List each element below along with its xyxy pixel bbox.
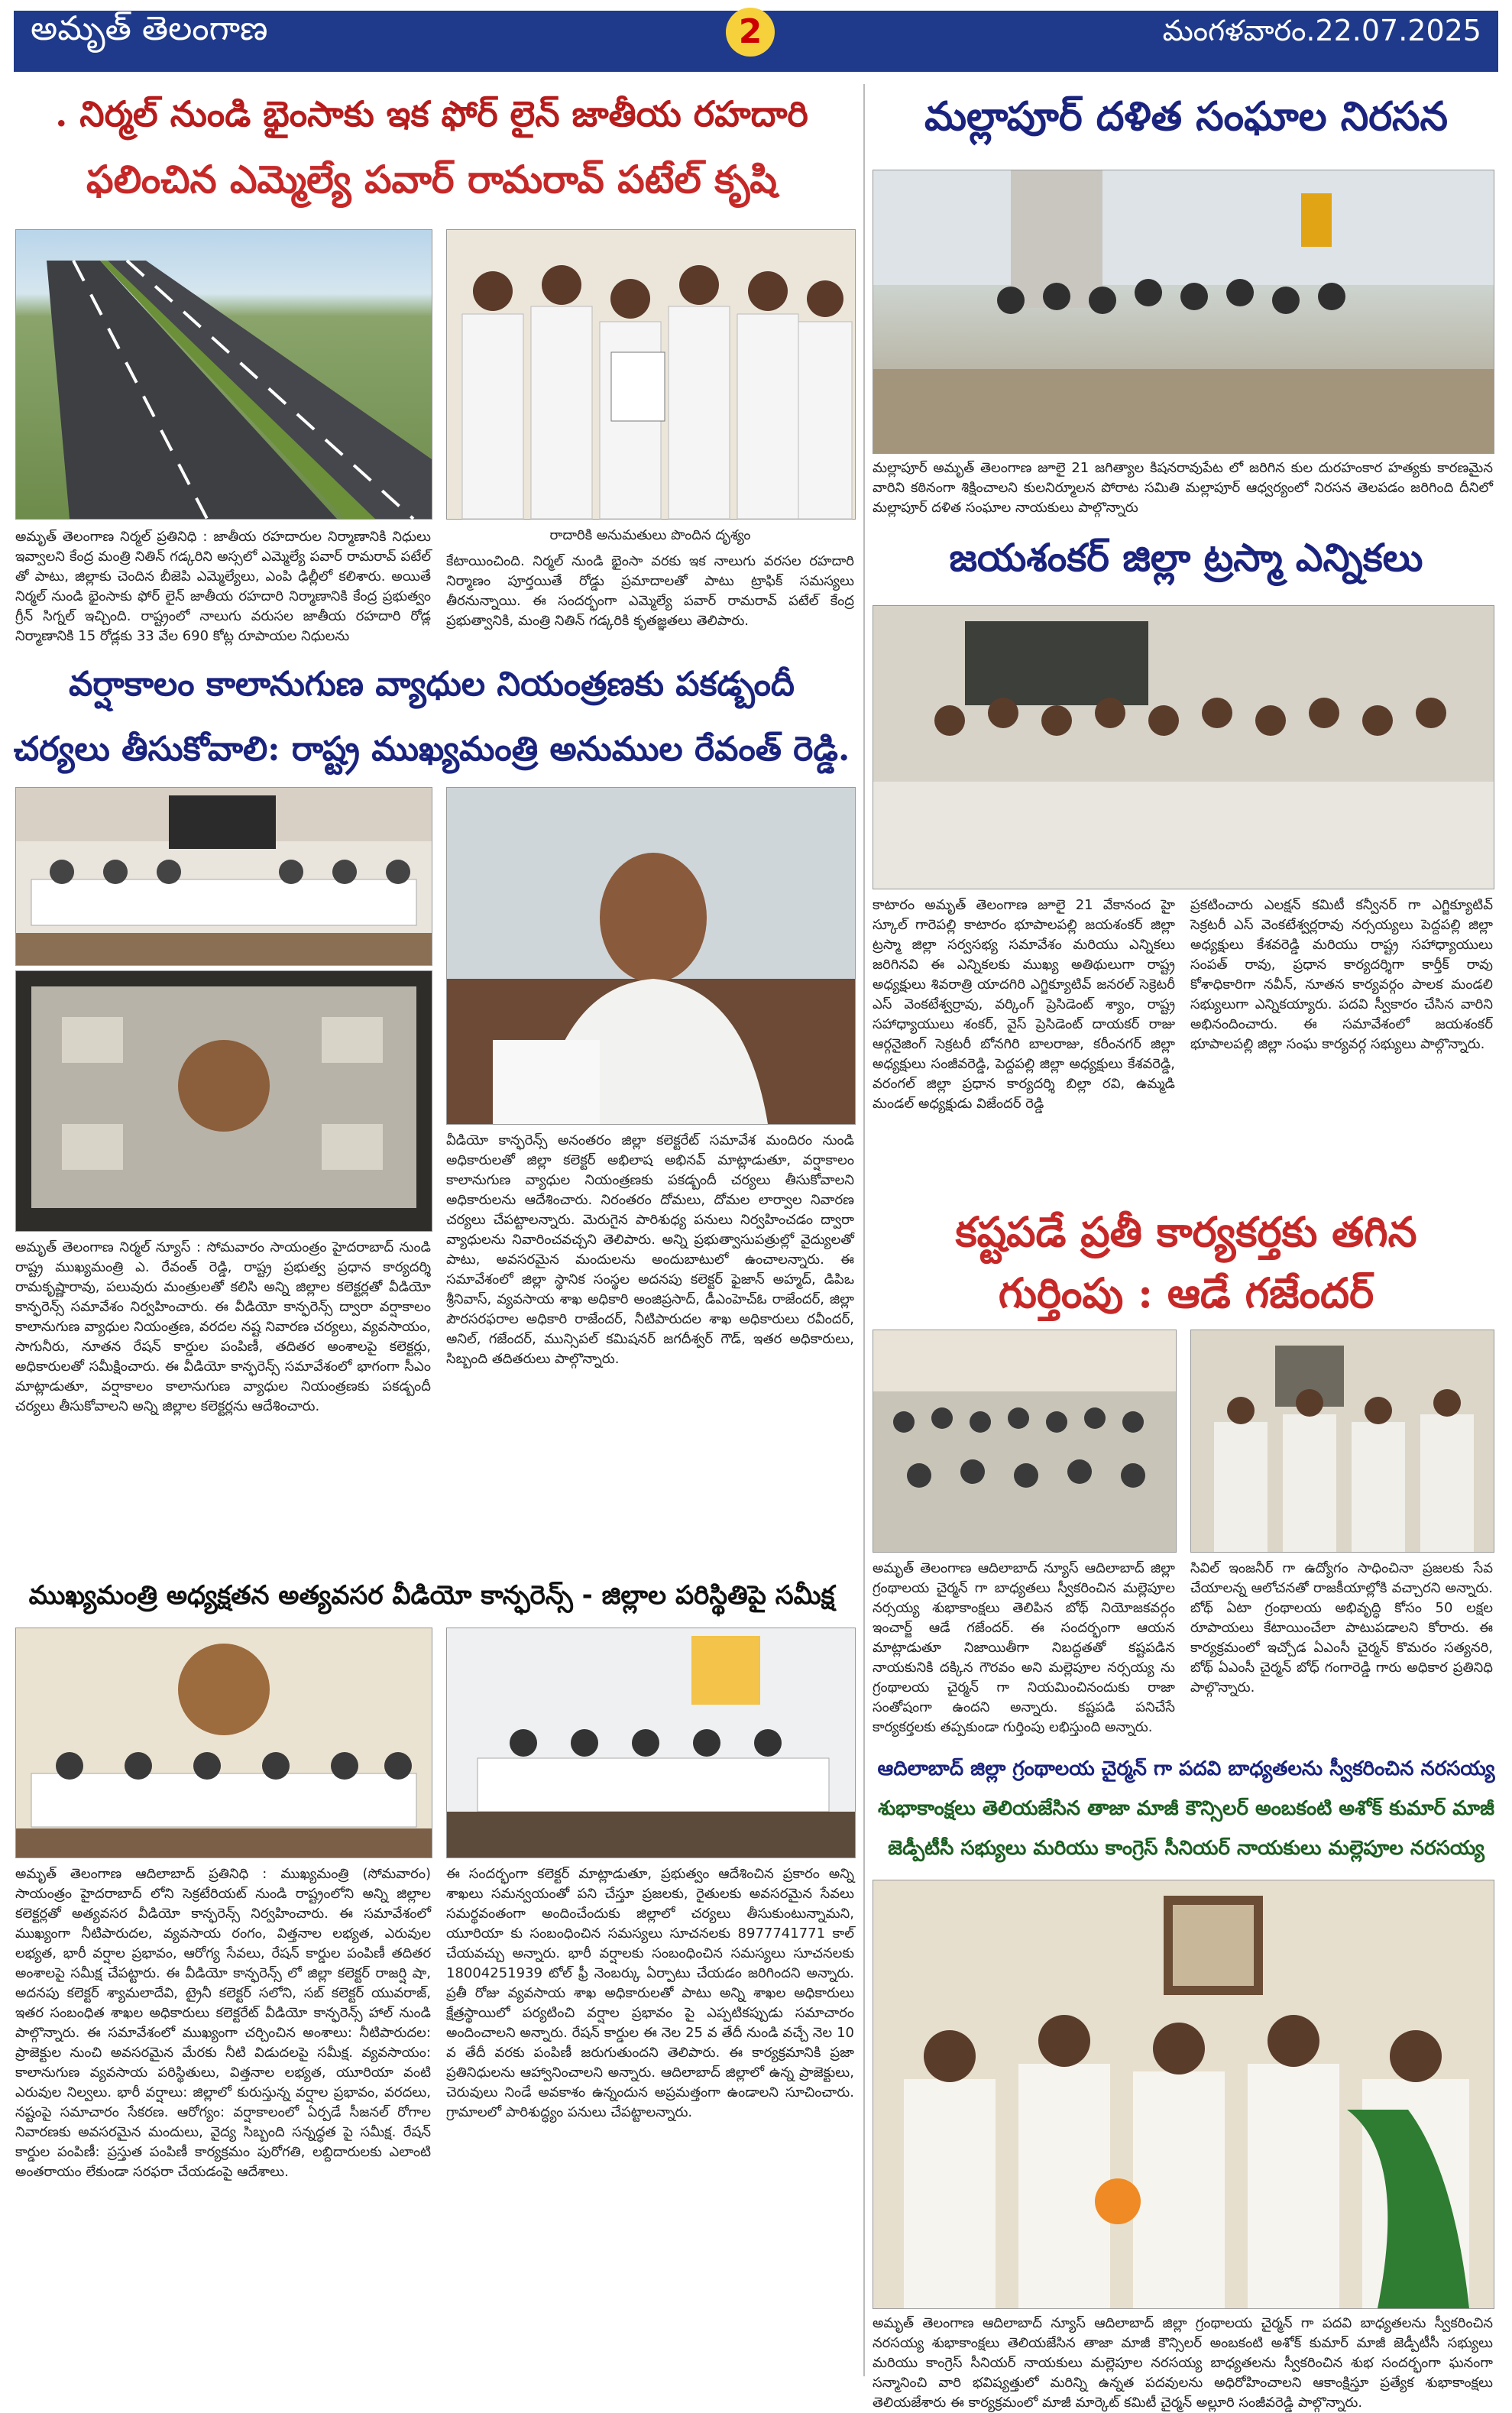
- story1-body-right: కేటాయించింది. నిర్మల్ నుండి భైంసా వరకు ఇక నాలుగు వరసల రహదారి నిర్మాణం పూర్తయితే రోడ్డు ప్రమాదాలతో పాటు ట్రాఫిక్ సమస్యలు తీరనున్నాయి. ఈ సందర్భంగా ఎమ్మెల్యే పవార్ రామరావ్ పటేల్ కేంద్ర ప్రభుత్వానికి, మంత్రి నితిన్ గడ్కరికి కృతజ్ఞతలు తెలిపారు.: [446, 553, 854, 629]
- dalit-protest-photo: [873, 170, 1494, 454]
- minister-meeting-photo: [446, 229, 856, 520]
- story7-headline-line1: ఆదిలాబాద్ జిల్లా గ్రంథాలయ చైర్మన్ గా పదవి బాధ్యతలను స్వీకరించిన నరసయ్య: [877, 1757, 1495, 1780]
- story2-headline: మల్లాపూర్ దళిత సంఘాల నిరసన: [924, 93, 1449, 140]
- story7-headline-line3: జెడ్పీటీసీ సభ్యులు మరియు కాంగ్రెస్ సీనియర్ నాయకులు మల్లెపూల నరసయ్య: [888, 1837, 1484, 1860]
- highway-photo: [15, 229, 432, 520]
- trusma-election-photo: [873, 605, 1494, 889]
- story7-headline-line2: శుభాకాంక్షలు తెలియజేసిన తాజా మాజీ కౌన్సిలర్ అంబకంటి అశోక్ కుమార్ మాజీ: [877, 1797, 1495, 1820]
- issue-date: మంగళవారం.22.07.2025: [1162, 14, 1481, 47]
- story1-body-left: అమృత్ తెలంగాణ నిర్మల్ ప్రతినిధి : జాతీయ రహదారుల నిర్మాణానికి నిధులు ఇవ్వాలని కేంద్ర మంత్రి నితిన్ గడ్కరిని అస్సలో ఎమ్మెల్యే పవార్ రామరావ్ పటేల్ తో పాటు, జిల్లాకు చెందిన బీజెపి ఎమ్మెల్యేలు, ఎంపి ఢిల్లీలో కలిశారు. అయితే నిర్మల్ నుండి భైంసాకు ఫోర్ లైన్ జాతీయ రహదారి నిర్మాణానికి కేంద్ర ప్రభుత్వం గ్రీన్ సిగ్నల్ ఇచ్చింది. రాష్ట్రంలో నాలుగు వరుసల జాతీయ రహదారి రోడ్ల నిర్మాణానికి 15 రోడ్లకు 33 వేల 690 కోట్ల రూపాయల నిధులను: [15, 529, 431, 644]
- story3-body-right: ప్రకటించారు ఎలక్షన్ కమిటీ కన్వీనర్ గా ఎగ్జిక్యూటివ్ సెక్రటరీ ఎస్ వెంకటేశ్వర్లరావు నర్సయ్యలు పెద్దపల్లి జిల్లా అధ్యక్షులు కేశవరెడ్డి మరియు రాష్ట్ర సహాధ్యాయులు సంపత్ రావు, ప్రధాన కార్యదర్శిగా కార్తీక్ రావు కోశాధికారిగా నవీన్, నూతన కార్యవర్గం పాలక మండలి సభ్యులుగా ఎన్నికయ్యారు. పదవి స్వీకారం చేసిన వారిని అభినందించారు. ఈ సమావేశంలో జయశంకర్ భూపాలపల్లి జిల్లా సంఘ కార్యవర్గ సభ్యులు పాల్గొన్నారు.: [1190, 897, 1493, 1052]
- story5-body-left: అమృత్ తెలంగాణ ఆదిలాబాద్ న్యూస్ ఆదిలాబాద్ జిల్లా గ్రంథాలయ చైర్మన్ గా బాధ్యతలు స్వీకరించిన మల్లెపూల నర్సయ్య శుభాకాంక్షలు తెలిపిన బోథ్ నియోజకవర్గం ఇంచార్జ్ ఆడే గజేందర్. ఈ సందర్భంగా ఆయన మాట్లాడుతూ నిజాయితీగా నిబద్ధతతో కష్టపడిన నాయకునికి దక్కిన గౌరవం అని మల్లెపూల నర్సయ్య ను గ్రంథాలయ చైర్మన్ గా నియమించినందుకు రాజా సంతోషంగా ఉందని అన్నారు. కష్టపడి పనిచేసే కార్యకర్తలకు తప్పకుండా గుర్తింపు లభిస్తుంది అన్నారు.: [873, 1560, 1175, 1735]
- story5-headline-line2: గుర్తింపు : ఆడే గజేందర్: [998, 1268, 1374, 1317]
- story1-headline-line2: ఫలించిన ఎమ్మెల్యే పవార్ రామరావ్ పటేల్ కృషి: [86, 157, 777, 202]
- story4-body-left: అమృత్ తెలంగాణ నిర్మల్ న్యూస్ : సోమవారం సాయంత్రం హైదరాబాద్ నుండి రాష్ట్ర ముఖ్యమంత్రి ఎ. రేవంత్ రెడ్డి, రాష్ట్ర ప్రభుత్వ ప్రధాన కార్యదర్శి రామకృష్ణారావు, పలువురు మంత్రులతో కలిసి అన్ని జిల్లాల కలెక్టర్లతో వీడియో కాన్ఫరెన్స్ సమావేశం నిర్వహించారు. ఈ వీడియో కాన్ఫరెన్స్ ద్వారా వర్షాకాలం కాలానుగుణ వ్యాధుల నియంత్రణ, వరదల నష్ట నివారణ చర్యలు, వ్యవసాయం, సాగునీరు, నూతన రేషన్ కార్డుల పంపిణీ, తదితర అంశాలపై కలెక్టర్లు, అధికారులతో సమీక్షించారు. ఈ వీడియో కాన్ఫరెన్స్ సమావేశంలో భాగంగా సీఎం మాట్లాడుతూ, వర్షాకాలం కాలానుగుణ వ్యాధుల నియంత్రణకు పకడ్బందీ చర్యలు తీసుకోవాలని అన్ని జిల్లాల కలెక్టర్లను ఆదేశించారు.: [15, 1239, 431, 1414]
- story6-headline: ముఖ్యమంత్రి అధ్యక్షతన అత్యవసర వీడియో కాన్ఫరెన్స్ - జిల్లాల పరిస్థితిపై సమీక్ష: [28, 1580, 835, 1611]
- story3-headline: జయశంకర్ జిల్లా ట్రస్మా ఎన్నికలు: [949, 535, 1423, 580]
- chief-minister-photo: [446, 787, 856, 1125]
- story6-body-left: అమృత్ తెలంగాణ ఆదిలాబాద్ ప్రతినిధి : ముఖ్యమంత్రి (సోమవారం) సాయంత్రం హైదరాబాద్ లోని సెక్రటేరియట్ నుండి రాష్ట్రంలోని అన్ని జిల్లాల కలెక్టర్లతో అత్యవసర వీడియో కాన్ఫరెన్స్ నిర్వహించారు. ఈ సమావేశంలో ముఖ్యంగా నీటిపారుదల, వ్యవసాయ రంగం, విత్తనాల లభ్యత, ఎరువుల లభ్యత, భారీ వర్షాల ప్రభావం, ఆరోగ్య సేవలు, రేషన్ కార్డుల పంపిణీ తదితర అంశాలపై సమీక్ష చేపట్టారు. ఈ వీడియో కాన్ఫరెన్స్ లో జిల్లా కలెక్టర్ రాజర్షి షా, అదనపు కలెక్టర్ శ్యామలాదేవి, ట్రైనీ కలెక్టర్ సలోని, సబ్ కలెక్టర్ యువరాజ్, ఇతర సంబంధిత శాఖల అధికారులు కలెక్టరేట్ వీడియో కాన్ఫరెన్స్ హాల్ నుండి పాల్గొన్నారు. ఈ సమావేశంలో ముఖ్యంగా చర్చించిన అంశాలు: నీటిపారుదల: ప్రాజెక్టుల నుంచి అవసరమైన మేరకు నీటి విడుదలపై సమీక్ష. వ్యవసాయం: కాలానుగుణ వ్యవసాయ పరిస్థితులు, విత్తనాల లభ్యత, యూరియా వంటి ఎరువుల నిల్వలు. భారీ వర్షాలు: జిల్లాలో కురుస్తున్న వర్షాల ప్రభావం, వరదలు, నష్టంపై సమాచారం సేకరణ. ఆరోగ్యం: వర్షాకాలంలో ఏర్పడే సీజనల్ రోగాల నివారణకు అవసరమైన మందులు, వైద్య సిబ్బంది సన్నద్ధత పై సమీక్ష. రేషన్ కార్డుల పంపిణీ: ప్రస్తుత పంపిణీ కార్యక్రమం పురోగతి, లబ్దిదారులకు ఎలాంటి అంతరాయం లేకుండా సరఫరా చేయడంపై ఆదేశాలు.: [15, 1866, 431, 2180]
- page-number: 2: [726, 8, 775, 57]
- collector-meeting-photo: [446, 1628, 856, 1858]
- library-gathering-photo: [873, 1330, 1177, 1553]
- story5-body-right: సివిల్ ఇంజనీర్ గా ఉద్యోగం సాధించినా ప్రజలకు సేవ చేయాలన్న ఆలోచనతో రాజకీయాల్లోకి వచ్చారని అన్నారు. బోథ్ ఏటా గ్రంథాలయ అభివృద్ధి కోసం 50 లక్షల రూపాయలు కేటాయించేలా పాటుపడాలని కోరారు. ఈ కార్యక్రమంలో ఇచ్చోడ ఏఎంసీ చైర్మన్ కొమరం సత్యనరి, బోథ్ ఏఎంసీ చైర్మన్ బోధ్ గంగారెడ్డి గారు అధికార ప్రతినిధి పాల్గొన్నారు.: [1190, 1560, 1493, 1696]
- story4-headline-line1: వర్షాకాలం కాలానుగుణ వ్యాధుల నియంత్రణకు పకడ్బందీ: [69, 665, 795, 704]
- library-chairman-felicitation-photo: [873, 1880, 1494, 2309]
- video-conference-room-photo: [15, 787, 432, 966]
- story6-body-right: ఈ సందర్భంగా కలెక్టర్ మాట్లాడుతూ, ప్రభుత్వం ఆదేశించిన ప్రకారం అన్ని శాఖలు సమన్వయంతో పని చేస్తూ ప్రజలకు, రైతులకు అవసరమైన సేవలు సమర్థవంతంగా అందించేందుకు జిల్లాలో చర్యలు తీసుకుంటున్నామని, యూరియా కు సంబంధించిన సమస్యలు సూచనలకు 8977741771 కాల్ చేయవచ్చు అన్నారు. భారీ వర్షాలకు సంబంధించిన సమస్యలు సూచనలకు 18004251939 టోల్ ఫ్రీ నెంబర్కు ఏర్పాటు చేయడం జరిగిందని అన్నారు. ప్రతీ రోజు వ్యవసాయ శాఖ అధికారులతో పాటు అన్ని శాఖల అధికారులు క్షేత్రస్థాయిలో పర్యటించి వర్షాల ప్రభావం పై ఎప్పటికప్పుడు సమాచారం అందించాలని అన్నారు. రేషన్ కార్డుల ఈ నెల 25 వ తేదీ నుండి వచ్చే నెల 10 వ తేదీ వరకు పంపిణీ జరుగుతుందని తెలిపారు. ఈ కార్యక్రమానికి ప్రజా ప్రతినిధులను ఆహ్వానించాలని అన్నారు. ఆదిలాబాద్ జిల్లాలో ఉన్న ప్రాజెక్టులు, చెరువులు నిండే అవకాశం ఉన్నందున అప్రమత్తంగా ఉండాలని సూచించారు. గ్రామాలలో పారిశుద్ధ్యం పనులు చేపట్టాలన్నారు.: [446, 1866, 854, 2120]
- paper-name: అమృత్ తెలంగాణ: [31, 9, 268, 48]
- story1-photo-caption: రాదారికి అనుమతులు పొందిన దృశ్యం: [549, 527, 751, 543]
- story4-body-right: వీడియో కాన్ఫరెన్స్ అనంతరం జిల్లా కలెక్టరేట్ సమావేశ మందిరం నుండి అధికారులతో జిల్లా కలెక్టర్ అభిలాష అభినవ్ మాట్లాడుతూ, వర్షాకాలం కాలానుగుణ వ్యాధుల నియంత్రణకు పకడ్బందీ చర్యలు తీసుకోవాలని అధికారులను ఆదేశించారు. నిరంతరం దోమలు, దోమల లార్వాల నివారణ చర్యలు చేపట్టాలన్నారు. మెరుగైన పారిశుధ్య పనులు నిర్వహించడం ద్వారా వ్యాధులను నివారించవచ్చని తెలిపారు. అన్ని ప్రభుత్వాసుపత్రుల్లో వైద్యులతో పాటు, అవసరమైన మందులను అందుబాటులో ఉంచాలన్నారు. ఈ సమావేశంలో జిల్లా స్థానిక సంస్థల అదనపు కలెక్టర్ ఫైజాన్ అహ్మద్, డిపిఒ శ్రీనివాస్, వ్యవసాయ శాఖ అధికారి అంజిప్రసాద్, డీఎంహెచ్ఓ రాజేందర్, జిల్లా పౌరసరఫరాల అధికారి రాజేందర్, నీటిపారుదల శాఖ అధికారులు రవీందర్, అనిల్, గజేందర్, మున్సిపల్ కమిషనర్ జగదీశ్వర్ గౌడ్, ఇతర అధికారులు, సిబ్బంది తదితరులు పాల్గొన్నారు.: [446, 1132, 854, 1367]
- story1-headline-line1: . నిర్మల్ నుండి భైంసాకు ఇక ఫోర్ లైన్ జాతీయ రహదారి: [55, 93, 808, 134]
- collectorate-conference-photo: [15, 1628, 432, 1858]
- story7-body: అమృత్ తెలంగాణ ఆదిలాబాద్ న్యూస్ ఆదిలాబాద్ జిల్లా గ్రంథాలయ చైర్మన్ గా పదవి బాధ్యతలను స్వీకరించిన నరసయ్య శుభాకాంక్షలు తెలియజేసిన తాజా మాజీ కౌన్సిలర్ అంబకంటి అశోక్ కుమార్ మాజీ జెడ్పీటీసీ సభ్యులు మరియు కాంగ్రెస్ సీనియర్ నాయకులు మల్లెపూల నరసయ్య బాధ్యతలను స్వీకరించిన శుభ సందర్భంగా ఘనంగా సన్మానించి వారి భవిష్యత్తులో మరిన్ని ఉన్నత పదవులను అధిరోహించాలని ఆకాంక్షిస్తూ ప్రత్యేక శుభాకాంక్షలు తెలియజేశారు ఈ కార్యక్రమంలో మాజీ మార్కెట్ కమిటీ చైర్మన్ అల్లూరి సంజీవరెడ్డి పాల్గొన్నారు.: [873, 2315, 1493, 2411]
- story5-headline-line1: కష్టపడే ప్రతీ కార్యకర్తకు తగిన: [955, 1207, 1417, 1256]
- story4-headline-line2: చర్యలు తీసుకోవాలి: రాష్ట్ర ముఖ్యమంత్రి అనుముల రేవంత్ రెడ్డి.: [13, 730, 850, 769]
- felicitation-photo: [1190, 1330, 1494, 1553]
- story3-body-left: కాటారం అమృత్ తెలంగాణ జూలై 21 వేకానంద హై స్కూల్ గారెపల్లి కాటారం భూపాలపల్లి జయశంకర్ జిల్లా ట్రస్మా జిల్లా సర్వసభ్య సమావేశం మరియు ఎన్నికలు జరిగినవి ఈ ఎన్నికలకు ముఖ్య అతిథులుగా రాష్ట్ర అధ్యక్షులు శివరాత్రి యాదగిరి ఎగ్జిక్యూటివ్ జనరల్ సెక్రెటరీ ఎస్ వెంకటేశ్వర్రావు, వర్కింగ్ ప్రెసిడెంట్ శ్యాం, రాష్ట్ర సహాధ్యాయులు శంకర్, వైస్ ప్రెసిడెంట్ దాయకర్ రాజు ఆర్గనైజింగ్ సెక్రటరీ బోనగిరి బాలరాజు, కరీంనగర్ జిల్లా అధ్యక్షులు సంజీవరెడ్డి, పెద్దపల్లి జిల్లా అధ్యక్షులు కేశవరెడ్డి, వరంగల్ జిల్లా ప్రధాన కార్యదర్శి బిల్లా రవి, ఉమ్మడి మండల్ అధ్యక్షుడు విజేందర్ రెడ్డి: [873, 897, 1175, 1112]
- video-screen-photo: [15, 970, 432, 1232]
- column-divider: [863, 84, 865, 2376]
- story2-body: మల్లాపూర్ అమృత్ తెలంగాణ జూలై 21 జగిత్యాల కిషనరావుపేట లో జరిగిన కుల దురహంకార హత్యకు కారణమైన వారిని కఠినంగా శిక్షించాలని కులనిర్మూలన పోరాట సమితి మల్లాపూర్ ఆధ్వర్యంలో నిరసన తెలపడం జరిగింది దీనిలో మల్లాపూర్ దళిత సంఘాల నాయకులు పాల్గొన్నారు: [873, 460, 1493, 516]
